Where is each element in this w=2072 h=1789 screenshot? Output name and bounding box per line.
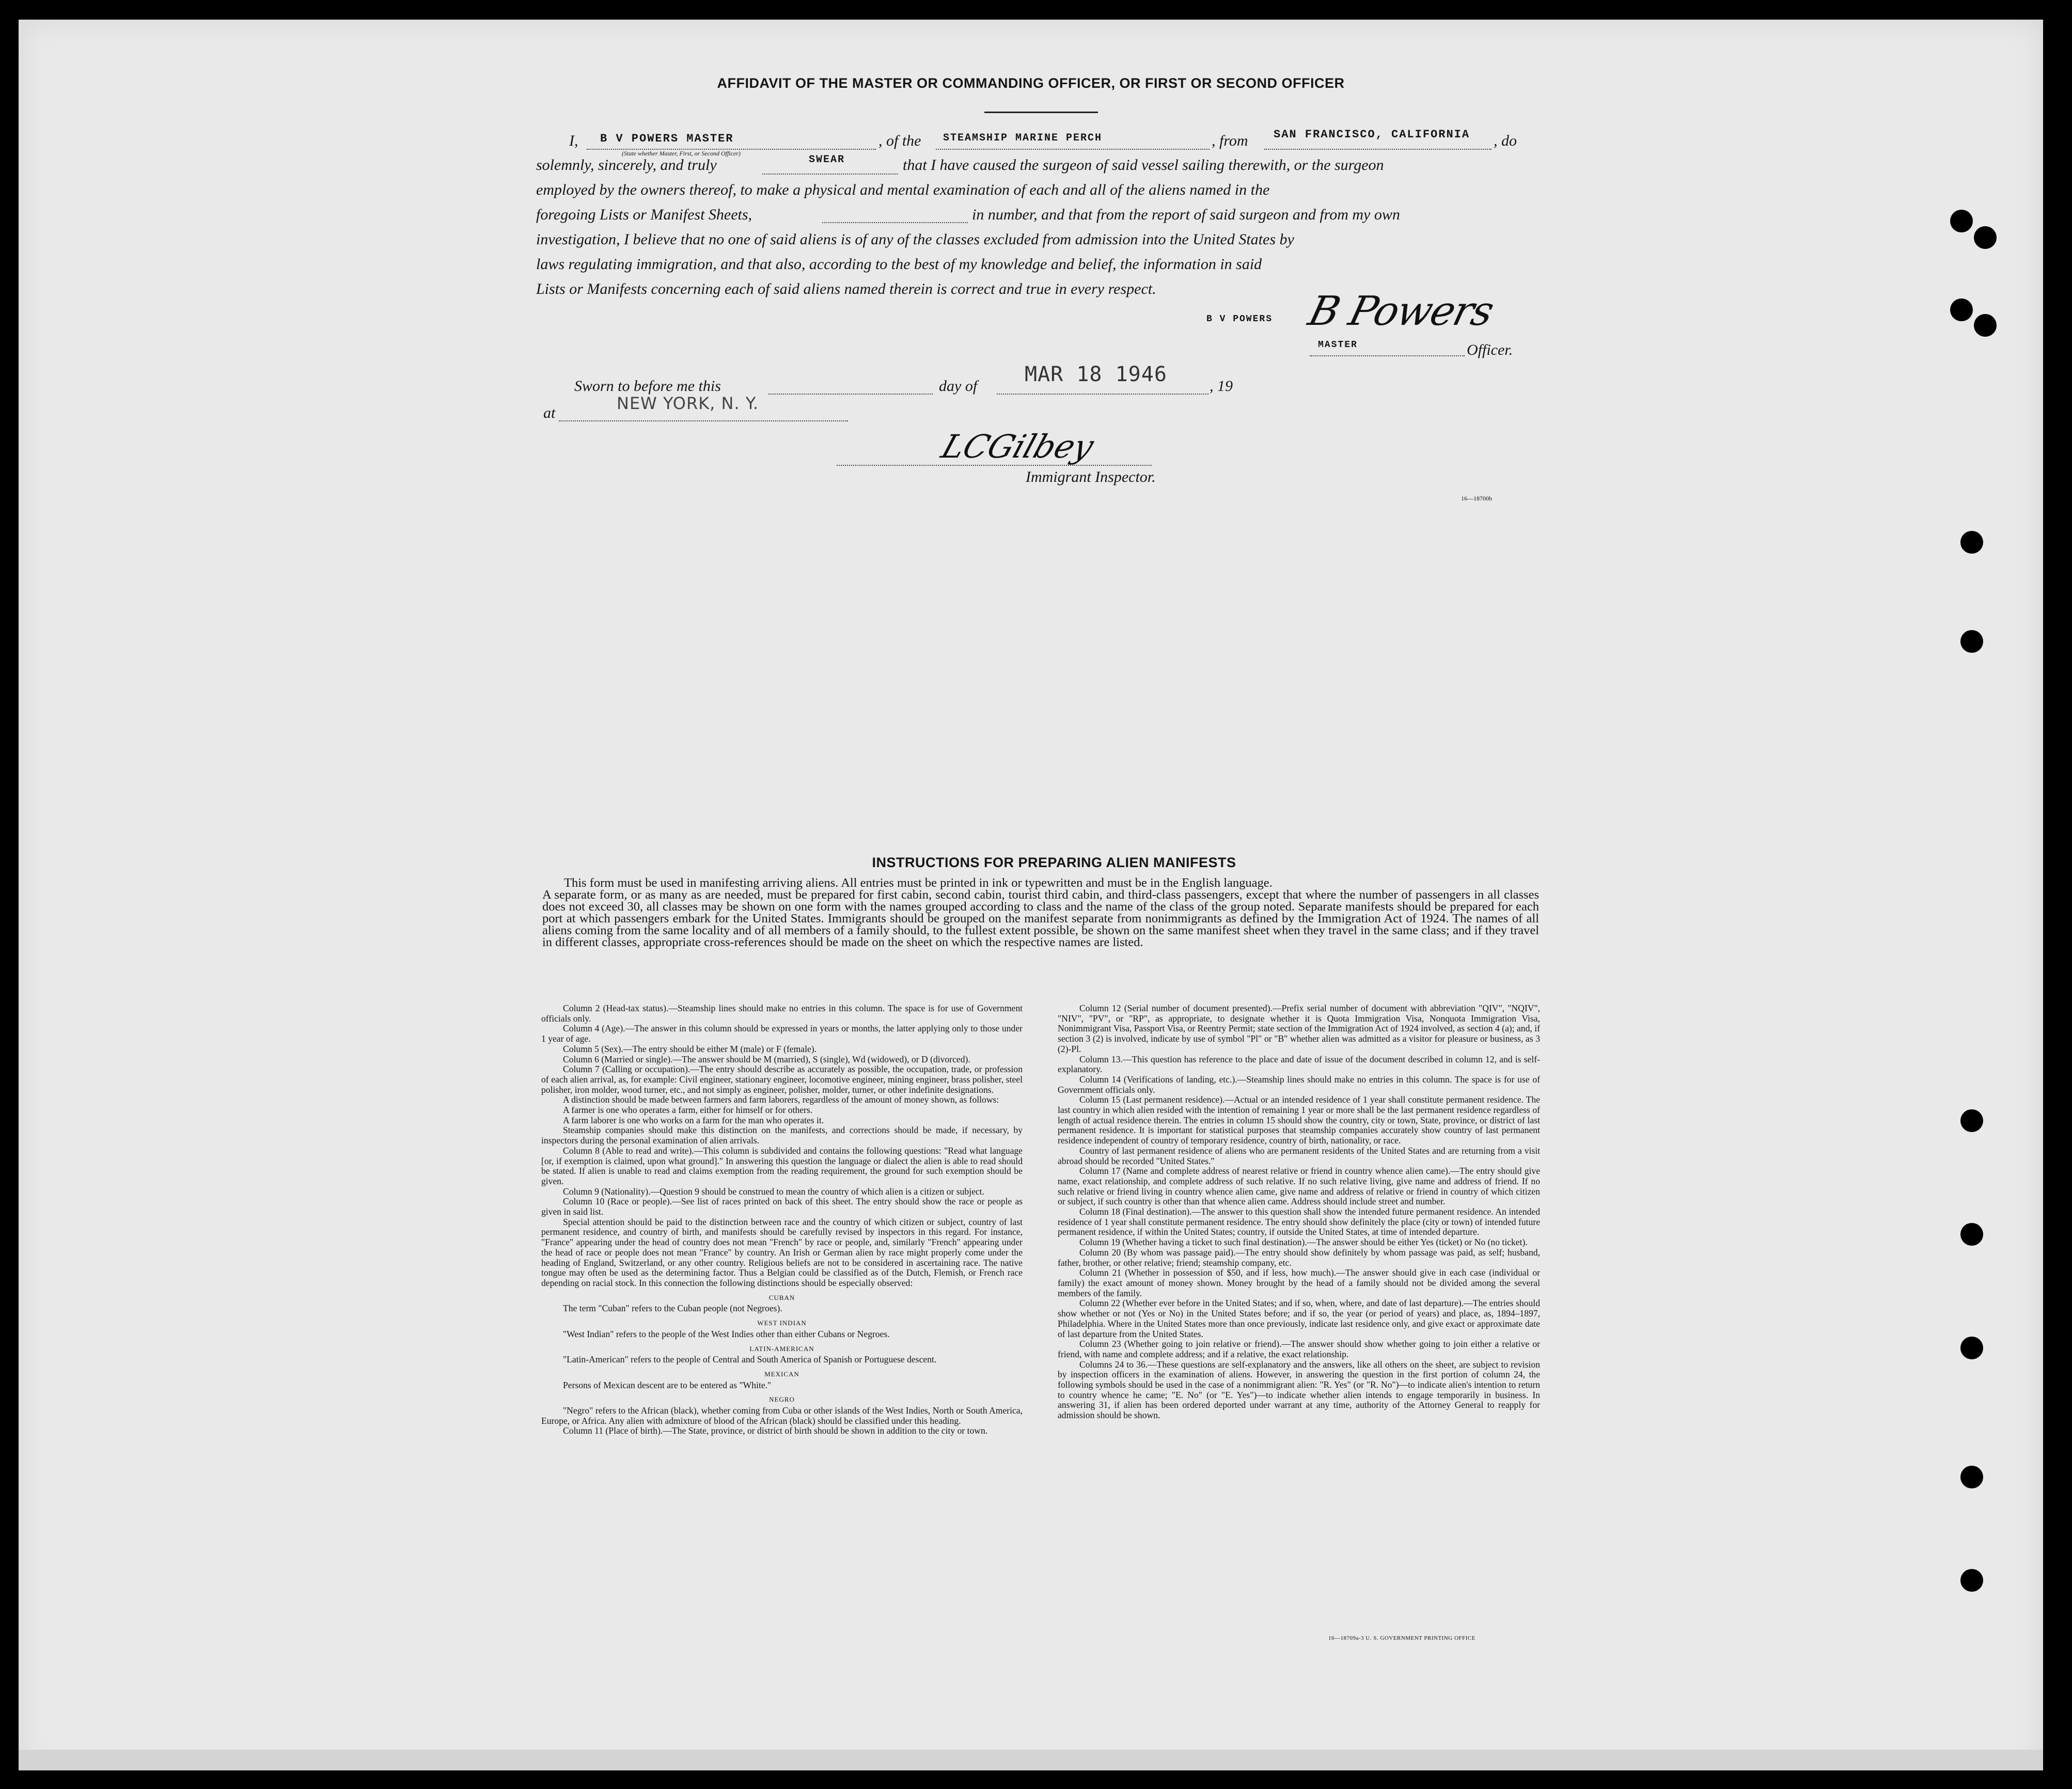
definition-text: "Latin-American" refers to the people of Central and South America of Spanish or Portuguese descent. — [563, 1354, 937, 1365]
at-label: at — [543, 404, 556, 421]
instruction-paragraph: Column 7 (Calling or occupation).—The entry should describe as accurately as possible, the occupation, trade, or profession of each alien arrival, as, for example: Civil engineer, stationary engineer, locomotive engineer, mining engineer, brass polisher, steel polisher, iron molder, wood turner, etc., and not simply as engineer, polisher, molder, turner, or other indefinite designations. — [541, 1064, 1023, 1095]
instruction-paragraph: Column 12 (Serial number of document presented).—Prefix serial number of document with abbreviation "QIV", "NQIV", "NIV", "PV", or "RP", as appropriate, to designate whether it is Quota Immigration Visa, Nonquota Immigration Visa, Nonimmigrant Visa, Passport Visa, or Reentry Permit; state section of the Immigration Act of 1924 involved, as section 4 (a); and, if section 3 (2) is involved, indicate by use of symbol "Pl" or "B" whether alien was admitted as a visitor for pleasure or business, as 3 (2)-Pl. — [1058, 1003, 1540, 1054]
binder-hole — [1960, 630, 1983, 653]
binder-hole — [1960, 531, 1983, 554]
instruction-paragraph: Column 19 (Whether having a ticket to such final destination).—The answer should be either Yes (ticket) or No (no ticket). — [1079, 1237, 1528, 1248]
affidavit-i: I, — [569, 132, 578, 149]
document-sheet — [19, 20, 2043, 1770]
port-field: SAN FRANCISCO, CALIFORNIA — [1274, 128, 1470, 141]
place-stamp: NEW YORK, N. Y. — [617, 394, 759, 413]
definition-heading: NEGRO — [769, 1395, 795, 1404]
inspector-signature: LCGilbey — [937, 428, 1099, 465]
instruction-paragraph: Column 8 (Able to read and write).—This column is subdivided and contains the following questions: "Read what language [or, if exemption is claimed, upon what ground]." In answering this question the language or dialect the alien is able to read should be stated. If alien is unable to read and claims exemption from the reading requirement, the ground for such exemption should be given. — [541, 1145, 1023, 1186]
instruction-paragraph: Column 22 (Whether ever before in the United States; and if so, when, where, and date of last departure).—The entries should show whether or not (Yes or No) in the United States before; and if so, the year (or period of years) and place, as, 1894–1897, Philadelphia. Where in the United States more than once previously, indicate last residence only, and give exact or approximate date of last departure from the United States. — [1058, 1298, 1540, 1339]
instruction-paragraph: Column 23 (Whether going to join relative or friend).—The answer should show whether going to join either a relative or friend, with name and complete address; and if a relative, the exact relationship. — [1058, 1339, 1540, 1359]
definition-text: "Negro" refers to the African (black), whether coming from Cuba or other islands of the West Indies, North or South America, Europe, or Africa. Any alien with admixture of blood of the African (black) should be classified under this heading. — [541, 1405, 1023, 1426]
affidavit-body-1: that I have caused the surgeon of said vessel sailing therewith, or the surgeon — [903, 156, 1384, 174]
instruction-paragraph: Column 2 (Head-tax status).—Steamship lines should make no entries in this column. The space is for use of Government officials only. — [541, 1003, 1023, 1024]
instruction-paragraph: Column 6 (Married or single).—The answer should be M (married), S (single), Wd (widowed), or D (divorced). — [563, 1054, 970, 1064]
instruction-paragraph: Column 4 (Age).—The answer in this column should be expressed in years or months, the latter applying only to those under 1 year of age. — [541, 1023, 1023, 1044]
year-label: , 19 — [1210, 378, 1233, 395]
right-column — [1058, 1003, 1540, 1421]
affidavit-title: AFFIDAVIT OF THE MASTER OR COMMANDING OFFICER, OR FIRST OR SECOND OFFICER — [717, 75, 1345, 91]
date-stamp: MAR 18 1946 — [1025, 363, 1167, 386]
binder-hole — [1974, 314, 1997, 337]
instruction-paragraph: Column 11 (Place of birth).—The State, province, or district of birth should be shown in addition to the city or town. — [563, 1425, 988, 1436]
printer-footer: 16—18709a-3 U. S. GOVERNMENT PRINTING OFFICE — [1328, 1635, 1475, 1641]
instruction-paragraph: Column 13.—This question has reference to the place and date of issue of the document described in column 12, and is self-explanatory. — [1058, 1054, 1540, 1075]
oath-field: SWEAR — [809, 154, 845, 166]
instruction-paragraph: Country of last permanent residence of aliens who are permanent residents of the United States and are returning from a visit abroad should be recorded "United States." — [1058, 1145, 1540, 1166]
instruction-paragraph: Column 20 (By whom was passage paid).—The entry should show definitely by whom passage was paid, as self; husband, father, brother, or other relative; friend; steamship company, etc. — [1058, 1247, 1540, 1268]
rank-typed: MASTER — [1318, 340, 1358, 350]
binder-hole — [1960, 1466, 1983, 1488]
instruction-paragraph: Column 9 (Nationality).—Question 9 should be construed to mean the country of which alien is a citizen or subject. — [563, 1186, 984, 1197]
instruction-paragraph: Column 21 (Whether in possession of $50, and if less, how much).—The answer should give in each case (individual or family) the exact amount of money shown. Money brought by the head of a family should not be divided among the several members of the family. — [1058, 1267, 1540, 1298]
instruction-paragraph: Column 5 (Sex).—The entry should be either M (male) or F (female). — [563, 1043, 817, 1054]
affidavit-body-5: laws regulating immigration, and that also, according to the best of my knowledge and belief, the information in said — [536, 256, 1262, 273]
definition-heading: LATIN-AMERICAN — [749, 1344, 814, 1353]
affidavit-body-2: employed by the owners thereof, to make a physical and mental examination of each and all of the aliens named in the — [536, 181, 1270, 198]
master-signature: B Powers — [1304, 288, 1498, 335]
definition-text: "West Indian" refers to the people of the West Indies other than either Cubans or Negroes. — [563, 1328, 890, 1339]
instruction-paragraph: Steamship companies should make this distinction on the manifests, and corrections should be made, if necessary, by inspectors during the personal examination of alien arrivals. — [541, 1125, 1023, 1146]
affidavit-body-4: investigation, I believe that no one of said aliens is of any of the classes excluded from admission into the United States by — [536, 231, 1294, 248]
instruction-paragraph: A farm laborer is one who works on a farm for the man who operates it. — [563, 1115, 824, 1125]
title-rule — [984, 112, 1098, 113]
binder-hole — [1974, 226, 1997, 249]
officer-label: Officer. — [1467, 341, 1513, 358]
instruction-paragraph: Column 18 (Final destination).—The answer to this question shall show the intended future permanent residence. An intended residence of 1 year shall constitute permanent residence. The entry should show definitely the place (city or town) of intended future permanent residence, if within the United States; country, if outside the United States, at time of intended departure. — [1058, 1206, 1540, 1237]
form-code: 16—18700b — [1461, 495, 1492, 502]
affidavit-body-3a: foregoing Lists or Manifest Sheets, — [536, 206, 752, 223]
instruction-paragraph: Column 15 (Last permanent residence).—Actual or an intended residence of 1 year shall constitute permanent residence. The last country in which alien resided with the intention of remaining 1 year or more shall be the last permanent residence regardless of length of actual residence therein. The entries in column 15 should show the country, city or town, State, province, or district of last permanent residence. It is important for statistical purposes that steamship companies accurately show country of last permanent residence independent of country of temporary residence, country of birth, nationality, or race. — [1058, 1094, 1540, 1146]
instruction-paragraph: Column 14 (Verifications of landing, etc.).—Steamship lines should make no entries in this column. The space is for use of Government officials only. — [1058, 1074, 1540, 1095]
page-shadow — [19, 1750, 2043, 1770]
binder-hole — [1960, 1337, 1983, 1359]
binder-hole — [1960, 1569, 1983, 1592]
instruction-paragraph: Column 17 (Name and complete address of nearest relative or friend in country whence alien came).—The entry should give name, exact relationship, and complete address of such relative. If no such relative living, give name and address of friend. If no such relative or friend living in country whence alien came, give name and address of relative or friend in country of which citizen or subject, if such country is other than that whence alien came. Address should include street and number. — [1058, 1166, 1540, 1207]
binder-hole — [1950, 210, 1973, 232]
instruction-paragraph: Special attention should be paid to the distinction between race and the country of which citizen or subject, country of last permanent residence, and country of birth, and manifests should be carefully revised by inspectors in this regard. For instance, "France" appearing under the head of country does not mean "French" by race or people, and, similarly "French" appearing under the head of race or people does not mean "France" by country. An Irish or German alien by race might properly come under the heading of England, Switzerland, or any other country. Religious beliefs are not to be considered in ascertaining race. The native tongue may often be used as the determining factor. Thus a Belgian could be classified as of the Dutch, Flemish, or French race depending on racial stock. In this connection the following distinctions should be especially observed: — [541, 1216, 1023, 1288]
intro-paragraph: A separate form, or as many as are needed, must be prepared for first cabin, second cabin, tourist third cabin, and third-class passengers, except that where the number of passengers in all classes does not exceed 30, all classes may be shown on one form with the names grouped according to class and the name of the class of the group noted. Separate manifests should be prepared for each port at which passengers embark for the United States. Immigrants should be grouped on the manifest separate from nonimmigrants as defined by the Immigration Act of 1924. The names of all aliens coming from the same locality and of all members of a family should, to the fullest extent possible, be shown on the same manifest sheet when they travel in the same class; and if they travel in different classes, appropriate cross-references should be made on the sheet on which the respective names are listed. — [542, 888, 1539, 949]
day-of-label: day of — [939, 378, 978, 395]
affidavit-body-3b: in number, and that from the report of said surgeon and from my own — [972, 206, 1400, 223]
instructions-title: INSTRUCTIONS FOR PREPARING ALIEN MANIFESTS — [872, 855, 1236, 870]
instruction-paragraph: Columns 24 to 36.—These questions are self-explanatory and the answers, like all others on the sheet, are subject to revision by inspection officers in the examination of aliens. However, in answering the question in the first portion of column 24, the following symbols should be used in the case of a nonimmigrant alien: "R. Yes" (or "R. No")—to indicate alien's intention to return to country whence he came; "E. No" (or "E. Yes")—to indicate whether alien intends to engage temporarily in business. In answering 31, if alien has been ordered deported under warrant at any time, authority of the Attorney General to reapply for admission should be shown. — [1058, 1359, 1540, 1421]
instruction-paragraph: A farmer is one who operates a farm, either for himself or for others. — [563, 1105, 813, 1116]
left-column — [541, 1003, 1023, 1436]
instruction-paragraph: Column 10 (Race or people).—See list of races printed on back of this sheet. The entry should show the race or people as given in said list. — [541, 1196, 1023, 1217]
definition-heading: CUBAN — [768, 1293, 795, 1301]
affidavit-of-the: , of the — [878, 132, 921, 149]
binder-hole — [1950, 299, 1973, 321]
sworn-label: Sworn to before me this — [574, 378, 721, 395]
vessel-field: STEAMSHIP MARINE PERCH — [943, 132, 1103, 144]
binder-hole — [1960, 1109, 1983, 1132]
affidavit-body-6: Lists or Manifests concerning each of said aliens named therein is correct and true in every respect. — [536, 280, 1156, 297]
definition-heading: WEST INDIAN — [757, 1319, 807, 1327]
instructions-intro — [542, 877, 1539, 948]
definition-text: The term "Cuban" refers to the Cuban people (not Negroes). — [563, 1303, 782, 1314]
affidavit-from: , from — [1212, 132, 1248, 149]
binder-hole — [1960, 1223, 1983, 1246]
inspector-title: Immigrant Inspector. — [1026, 468, 1156, 485]
definition-text: Persons of Mexican descent are to be entered as "White." — [563, 1379, 772, 1390]
affidavit-solemnly: solemnly, sincerely, and truly — [536, 156, 717, 174]
definition-heading: MEXICAN — [764, 1370, 799, 1378]
instruction-paragraph: A distinction should be made between farmers and farm laborers, regardless of the amount of money shown, as follows: — [563, 1094, 999, 1105]
rank-note: (State whether Master, First, or Second Officer) — [622, 150, 741, 157]
affidavit-do: , do — [1494, 132, 1517, 149]
signer-typed: B V POWERS — [1206, 314, 1273, 324]
name-rank-field: B V POWERS MASTER — [600, 132, 734, 145]
intro-paragraph: This form must be used in manifesting arriving aliens. All entries must be printed in ink or typewritten and must be in the English language. — [564, 876, 1273, 890]
